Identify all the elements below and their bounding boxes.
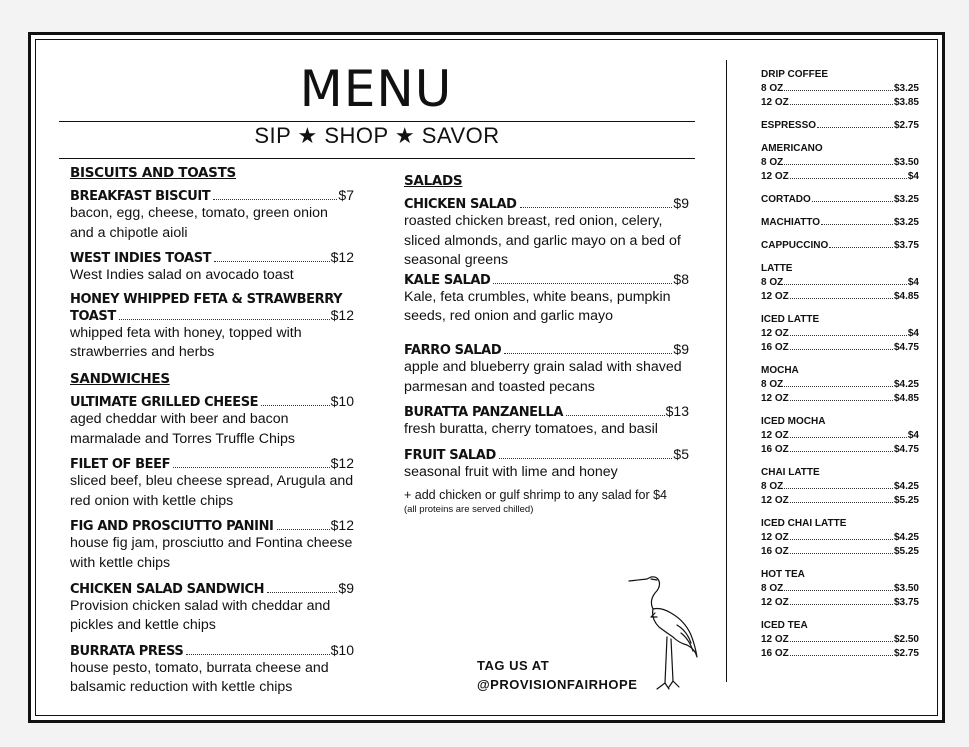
- drink-price: $5.25: [893, 495, 919, 506]
- drink-size: 8 OZ: [761, 379, 784, 390]
- leader-dots: [493, 283, 672, 284]
- drink-title: HOT TEA: [761, 569, 805, 580]
- drink-row: [761, 119, 919, 133]
- item-price: $13: [665, 403, 689, 420]
- drink-size: 12 OZ: [761, 328, 789, 339]
- drink-price: $3.50: [893, 157, 919, 168]
- drink-price: $4: [907, 328, 919, 339]
- item-description: bacon, egg, cheese, tomato, green onion and a chipotle aioli: [70, 205, 328, 241]
- item-price: $10: [330, 392, 354, 409]
- drink-row: [761, 647, 919, 661]
- tag-handle: @PROVISIONFAIRHOPE: [477, 677, 638, 692]
- menu-item: [404, 403, 689, 440]
- leader-dots: [119, 319, 330, 320]
- leader-dots: [790, 539, 893, 540]
- drink-price: $4: [907, 277, 919, 288]
- drink-size: 16 OZ: [761, 648, 789, 659]
- drink-price: $3.50: [893, 583, 919, 594]
- drink-size: 8 OZ: [761, 83, 784, 94]
- menu-item: [70, 187, 354, 243]
- leader-dots: [790, 178, 907, 179]
- section-heading-sandwiches: SANDWICHES: [70, 370, 170, 387]
- drink-size: 16 OZ: [761, 342, 789, 353]
- menu-item: [404, 341, 689, 397]
- drink-row: [761, 82, 919, 96]
- menu-title: MENU: [299, 60, 453, 118]
- item-name: CHICKEN SALAD: [404, 197, 517, 212]
- drink-title: AMERICANO: [761, 143, 823, 154]
- drink-row: [761, 494, 919, 508]
- drink-group-hot-tea: [761, 568, 919, 610]
- leader-dots: [261, 405, 329, 406]
- drink-price: $4.75: [893, 444, 919, 455]
- drink-price: $4: [907, 430, 919, 441]
- item-description: whipped feta with honey, topped with strawberries and herbs: [70, 324, 302, 361]
- drink-title: ICED TEA: [761, 620, 808, 631]
- item-name-line2: TOAST: [70, 308, 116, 324]
- drink-price: $3.75: [893, 240, 919, 251]
- drink-size: 12 OZ: [761, 597, 789, 608]
- item-name: BURRATA PRESS: [70, 643, 184, 659]
- drink-price: $3.85: [893, 97, 919, 108]
- section-heading-salads: SALADS: [404, 173, 463, 189]
- leader-dots: [821, 224, 893, 225]
- item-name: FRUIT SALAD: [404, 447, 496, 463]
- drink-size: 12 OZ: [761, 430, 789, 441]
- leader-dots: [784, 590, 893, 591]
- drink-size: 12 OZ: [761, 97, 789, 108]
- item-description: Provision chicken salad with cheddar and pickles and kettle chips: [70, 597, 331, 634]
- item-price: $12: [330, 249, 354, 266]
- menu-item: [70, 249, 354, 286]
- drink-size: 12 OZ: [761, 634, 789, 645]
- drink-group-iced-latte: [761, 313, 919, 355]
- item-name: ULTIMATE GRILLED CHEESE: [70, 394, 259, 410]
- salad-addon-note: + add chicken or gulf shrimp to any salad for $4: [404, 488, 667, 503]
- drink-price: $4.25: [893, 379, 919, 390]
- leader-dots: [784, 284, 907, 285]
- item-name: FARRO SALAD: [404, 342, 502, 358]
- leader-dots: [790, 553, 893, 554]
- item-price: $9: [338, 579, 354, 596]
- drink-price: $3.25: [893, 83, 919, 94]
- leader-dots: [173, 467, 330, 468]
- leader-dots: [504, 353, 672, 354]
- menu-item: [70, 393, 354, 449]
- leader-dots: [277, 529, 330, 530]
- drink-group-americano: [761, 142, 919, 184]
- menu-item: [404, 446, 689, 483]
- leader-dots: [790, 298, 893, 299]
- item-name-line1: HONEY WHIPPED FETA & STRAWBERRY: [70, 291, 343, 307]
- leader-dots: [790, 437, 907, 438]
- leader-dots: [790, 335, 907, 336]
- drink-size: 12 OZ: [761, 393, 789, 404]
- leader-dots: [784, 386, 893, 387]
- drink-group-machiatto: [761, 216, 919, 230]
- leader-dots: [790, 349, 893, 350]
- drink-title: CAPPUCCINO: [761, 240, 829, 251]
- drink-group-chai-latte: [761, 466, 919, 508]
- drink-group-drip-coffee: [761, 68, 919, 110]
- leader-dots: [499, 458, 673, 459]
- social-tag: [477, 656, 637, 694]
- drink-title: CHAI LATTE: [761, 467, 820, 478]
- item-name: WEST INDIES TOAST: [70, 251, 212, 267]
- drink-row: [761, 239, 919, 253]
- left-column: [70, 165, 354, 704]
- drink-price: $3.25: [893, 194, 919, 205]
- drink-title: ICED LATTE: [761, 314, 820, 325]
- drink-row: [761, 545, 919, 559]
- item-price: $5: [673, 445, 689, 462]
- drink-title: ICED MOCHA: [761, 416, 826, 427]
- item-description: house fig jam, prosciutto and Fontina cheese with kettle chips: [70, 535, 353, 571]
- drink-price: $3.25: [893, 217, 919, 228]
- drink-row: [761, 290, 919, 304]
- drink-price: $4.25: [893, 481, 919, 492]
- item-name: KALE SALAD: [404, 272, 491, 288]
- drink-size: 16 OZ: [761, 444, 789, 455]
- leader-dots: [520, 207, 673, 208]
- drink-group-latte: [761, 262, 919, 304]
- drink-title: ESPRESSO: [761, 120, 817, 131]
- leader-dots: [186, 654, 329, 655]
- drink-row: [761, 170, 919, 184]
- section-heading-biscuits: BISCUITS AND TOASTS: [70, 165, 236, 181]
- drink-group-iced-chai-latte: [761, 517, 919, 559]
- leader-dots: [784, 90, 893, 91]
- leader-dots: [790, 641, 893, 642]
- drink-row: [761, 392, 919, 406]
- item-name: FILET OF BEEF: [70, 457, 171, 473]
- item-price: $12: [330, 455, 354, 472]
- item-name: CHICKEN SALAD SANDWICH: [70, 581, 265, 597]
- item-description: aged cheddar with beer and bacon marmalade and Torres Truffle Chips: [70, 410, 296, 447]
- leader-dots: [817, 127, 893, 128]
- drink-price: $2.75: [893, 120, 919, 131]
- drink-title: MOCHA: [761, 365, 799, 376]
- item-name: BURATTA PANZANELLA: [404, 405, 564, 421]
- tagline: SIP ★ SHOP ★ SAVOR: [254, 123, 500, 148]
- drink-price: $4.85: [893, 291, 919, 302]
- item-description: apple and blueberry grain salad with shaved parmesan and toasted pecans: [404, 358, 682, 395]
- menu-item: [404, 271, 689, 327]
- leader-dots: [267, 592, 337, 593]
- drink-row: [761, 582, 919, 596]
- drink-size: 16 OZ: [761, 546, 789, 557]
- drink-price: $3.75: [893, 597, 919, 608]
- middle-column: [404, 173, 689, 515]
- protein-note: (all proteins are served chilled): [404, 504, 534, 516]
- leader-dots: [213, 199, 337, 200]
- drink-group-iced-mocha: [761, 415, 919, 457]
- drink-group-iced-tea: [761, 619, 919, 661]
- item-description: West Indies salad on avocado toast: [70, 267, 294, 284]
- drink-size: 12 OZ: [761, 171, 789, 182]
- column-divider: [726, 60, 727, 682]
- drink-price: $2.75: [893, 648, 919, 659]
- drink-group-espresso: [761, 119, 919, 133]
- menu-sheet: [28, 32, 945, 723]
- drink-price: $5.25: [893, 546, 919, 557]
- item-description: roasted chicken breast, red onion, celery, sliced almonds, and garlic mayo on a bed of seasonal greens: [404, 213, 681, 269]
- leader-dots: [790, 502, 893, 503]
- tag-label: TAG US AT: [477, 658, 550, 673]
- leader-dots: [790, 604, 893, 605]
- leader-dots: [784, 164, 893, 165]
- drink-row: [761, 378, 919, 392]
- heron-illustration-icon: [621, 573, 711, 693]
- drink-price: $4: [907, 171, 919, 182]
- item-price: $12: [330, 306, 354, 323]
- item-description: sliced beef, bleu cheese spread, Arugula and red onion with kettle chips: [70, 473, 354, 509]
- drink-price: $2.50: [893, 634, 919, 645]
- item-price: $9: [673, 195, 689, 211]
- item-price: $10: [330, 641, 354, 658]
- leader-dots: [784, 488, 893, 489]
- drink-size: 8 OZ: [761, 481, 784, 492]
- leader-dots: [790, 104, 893, 105]
- menu-item: [404, 195, 689, 271]
- item-price: $9: [673, 340, 689, 357]
- drink-row: [761, 443, 919, 457]
- drink-price: $4.25: [893, 532, 919, 543]
- item-description: seasonal fruit with lime and honey: [404, 463, 618, 480]
- drink-price: $4.75: [893, 342, 919, 353]
- leader-dots: [214, 261, 329, 262]
- item-description: fresh buratta, cherry tomatoes, and basil: [404, 421, 658, 438]
- drink-title: DRIP COFFEE: [761, 69, 829, 80]
- drink-row: [761, 596, 919, 610]
- item-price: $7: [338, 187, 354, 203]
- leader-dots: [790, 655, 893, 656]
- drink-row: [761, 96, 919, 110]
- drink-title: LATTE: [761, 263, 793, 274]
- drink-price: $4.85: [893, 393, 919, 404]
- menu-item: [70, 292, 354, 363]
- drinks-column: [761, 68, 919, 670]
- drink-row: [761, 341, 919, 355]
- drink-row: [761, 531, 919, 545]
- title-divider-bottom: [59, 158, 695, 159]
- drink-size: 8 OZ: [761, 157, 784, 168]
- leader-dots: [790, 400, 893, 401]
- drink-row: [761, 480, 919, 494]
- menu-item: [70, 580, 354, 636]
- title-divider-top: [59, 121, 695, 122]
- drink-size: 8 OZ: [761, 277, 784, 288]
- leader-dots: [812, 201, 893, 202]
- drink-row: [761, 429, 919, 443]
- drink-row: [761, 276, 919, 290]
- drink-row: [761, 193, 919, 207]
- drink-title: MACHIATTO: [761, 217, 821, 228]
- drink-row: [761, 327, 919, 341]
- item-price: $8: [673, 270, 689, 287]
- drink-row: [761, 156, 919, 170]
- item-name: FIG AND PROSCIUTTO PANINI: [70, 519, 274, 535]
- drink-row: [761, 633, 919, 647]
- drink-size: 8 OZ: [761, 583, 784, 594]
- item-description: house pesto, tomato, burrata cheese and balsamic reduction with kettle chips: [70, 659, 329, 696]
- drink-group-cortado: [761, 193, 919, 207]
- leader-dots: [790, 451, 893, 452]
- drink-size: 12 OZ: [761, 532, 789, 543]
- drink-title: ICED CHAI LATTE: [761, 518, 847, 529]
- item-price: $12: [330, 517, 354, 534]
- menu-item: [70, 517, 354, 573]
- item-description: Kale, feta crumbles, white beans, pumpkin seeds, red onion and garlic mayo: [404, 288, 671, 325]
- leader-dots: [829, 247, 893, 248]
- leader-dots: [566, 415, 665, 416]
- item-name: BREAKFAST BISCUIT: [70, 189, 211, 204]
- menu-item: [70, 455, 354, 511]
- drink-size: 12 OZ: [761, 291, 789, 302]
- drink-group-mocha: [761, 364, 919, 406]
- menu-item: [70, 642, 354, 698]
- drink-group-cappuccino: [761, 239, 919, 253]
- drink-row: [761, 216, 919, 230]
- drink-size: 12 OZ: [761, 495, 789, 506]
- drink-title: CORTADO: [761, 194, 811, 205]
